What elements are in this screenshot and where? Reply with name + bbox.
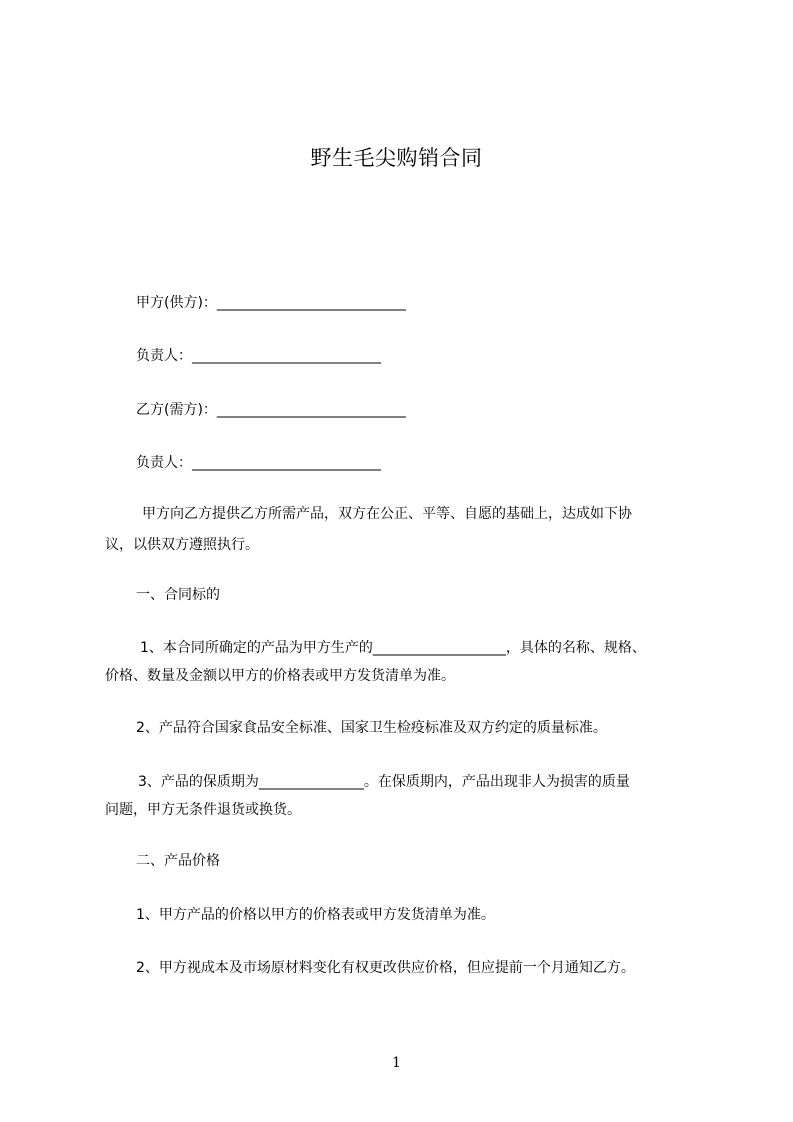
intro-line-1: 甲方向乙方提供乙方所需产品，双方在公正、平等、自愿的基础上，达成如下协 bbox=[142, 506, 632, 522]
party-a-field: 甲方(供方)：___________________________ bbox=[136, 295, 406, 311]
party-b-representative-field: 负责人：___________________________ bbox=[136, 455, 381, 471]
section-2-heading: 二、产品价格 bbox=[136, 853, 220, 869]
section-1-heading: 一、合同标的 bbox=[136, 587, 220, 603]
section-2-item-1: 1、甲方产品的价格以甲方的价格表或甲方发货清单为准。 bbox=[136, 907, 495, 923]
intro-line-2: 议，以供双方遵照执行。 bbox=[105, 537, 259, 553]
section-2-item-2: 2、甲方视成本及市场原材料变化有权更改供应价格，但应提前一个月通知乙方。 bbox=[136, 960, 635, 976]
page-title: 野生毛尖购销合同 bbox=[310, 146, 483, 170]
section-1-item-1-line-1: 1、本合同所确定的产品为甲方生产的___________________，具体的名称、规格、 bbox=[140, 640, 646, 656]
section-1-item-1-line-2: 价格、数量及金额以甲方的价格表或甲方发货清单为准。 bbox=[105, 668, 455, 684]
party-b-field: 乙方(需方)：___________________________ bbox=[136, 402, 406, 418]
page-number: 1 bbox=[392, 1055, 401, 1071]
section-1-item-3-line-2: 问题，甲方无条件退货或换货。 bbox=[105, 802, 301, 818]
section-1-item-2: 2、产品符合国家食品安全标准、国家卫生检疫标准及双方约定的质量标准。 bbox=[136, 720, 607, 736]
party-a-representative-field: 负责人：___________________________ bbox=[136, 348, 381, 364]
section-1-item-3-line-1: 3、产品的保质期为_______________。在保质期内，产品出现非人为损害的质量 bbox=[138, 774, 630, 790]
